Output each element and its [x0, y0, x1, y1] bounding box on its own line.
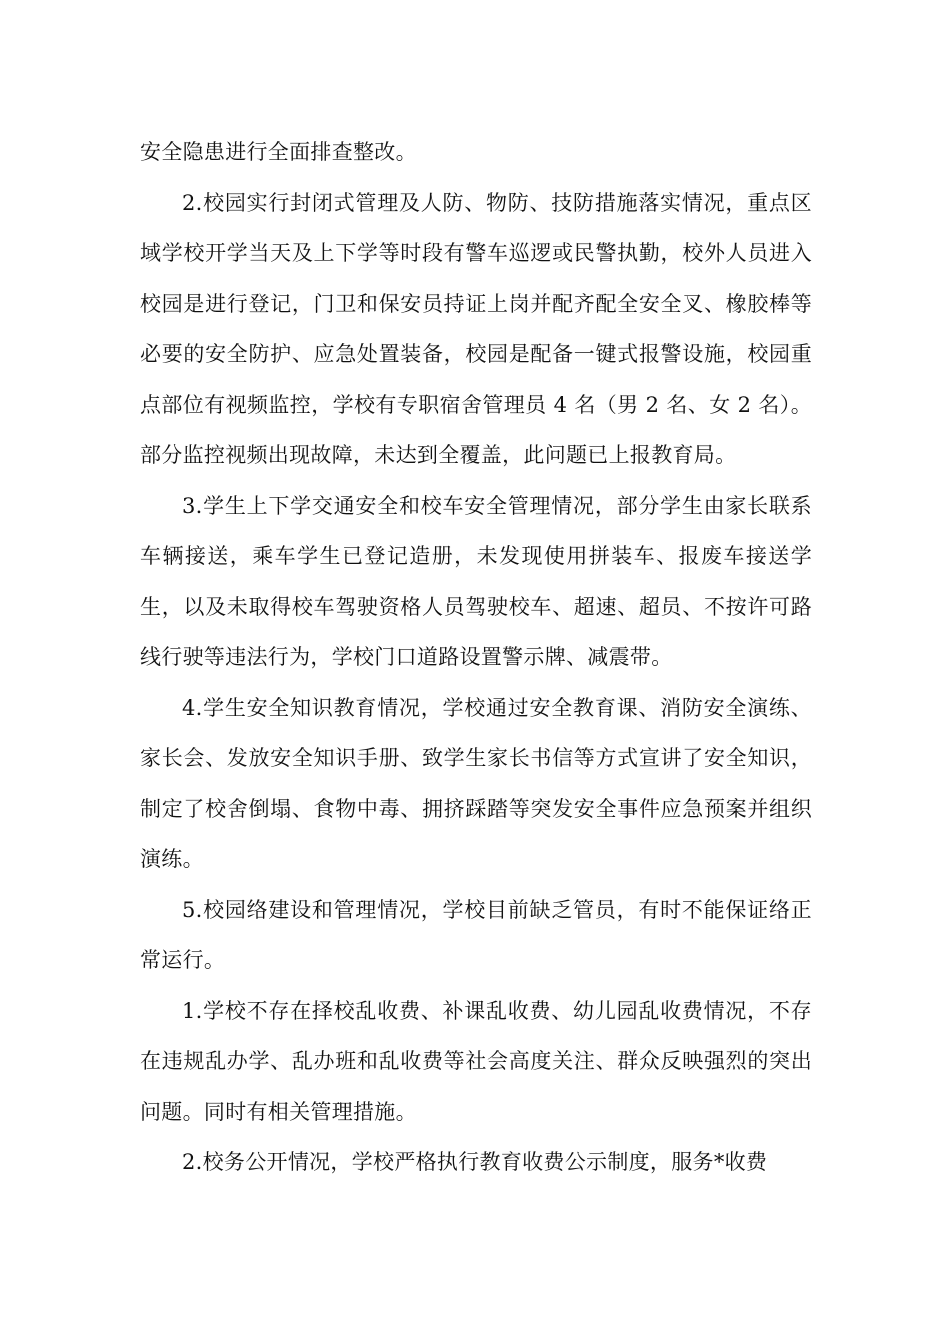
paragraph-item-2-disclosure: 2.校务公开情况，学校严格执行教育收费公示制度，服务*收费 — [182, 1150, 768, 1174]
paragraph-item-1-fees: 1.学校不存在择校乱收费、补课乱收费、幼儿园乱收费情况，不存在违规乱办学、乱办班和乱收费等社会高度关注、群众反映强烈的突出问题。同时有相关管理措施。 — [140, 998, 812, 1124]
paragraph-item-2-campus-security: 2.校园实行封闭式管理及人防、物防、技防措施落实情况，重点区域学校开学当天及上下学等时段有警车巡逻或民警执勤，校外人员进入校园是进行登记，门卫和保安员持证上岗并配齐配全安全叉、橡胶棒等必要的安全防护、应急处置装备，校园是配备一键式报警设施，校园重点部位有视频监控，学校有专职宿舍管理员 4 名（男 2 名、女 2 名）。部分监控视频出现故障，未达到全覆盖，此问题已上报教育局。 — [140, 190, 812, 467]
paragraph-item-3-traffic-safety: 3.学生上下学交通安全和校车安全管理情况，部分学生由家长联系车辆接送，乘车学生已登记造册，未发现使用拼装车、报废车接送学生，以及未取得校车驾驶资格人员驾驶校车、超速、超员、不按许可路线行驶等违法行为，学校门口道路设置警示牌、减震带。 — [140, 493, 812, 669]
document-body — [140, 127, 812, 1188]
paragraph-continuation: 安全隐患进行全面排查整改。 — [140, 140, 417, 164]
paragraph-item-5-network: 5.校园络建设和管理情况，学校目前缺乏管员，有时不能保证络正常运行。 — [140, 897, 812, 972]
paragraph-item-4-safety-education: 4.学生安全知识教育情况，学校通过安全教育课、消防安全演练、家长会、发放安全知识手册、致学生家长书信等方式宣讲了安全知识，制定了校舍倒塌、食物中毒、拥挤踩踏等突发安全事件应急预案并组织演练。 — [140, 695, 812, 871]
